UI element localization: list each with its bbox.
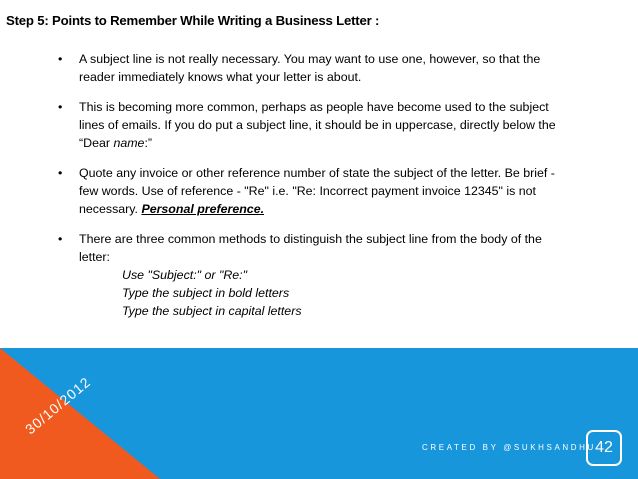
bullet-item-2 xyxy=(58,98,570,152)
bullet-glyph: • xyxy=(58,232,63,246)
bullet-text: There are three common methods to distinguish the subject line from the body of the letter: xyxy=(79,232,542,264)
method-item: Type the subject in capital letters xyxy=(122,304,302,318)
personal-preference-emphasis: Personal preference. xyxy=(141,202,265,216)
orange-corner-shape xyxy=(0,348,160,479)
author-credit: CREATED BY @SUKHSANDHU xyxy=(422,443,596,452)
bullet-text-italic: name xyxy=(113,136,145,150)
bullet-glyph: • xyxy=(58,166,63,180)
orange-triangle xyxy=(0,348,160,479)
bullet-list xyxy=(58,50,570,332)
bullet-text: This is becoming more common, perhaps as people have become used to the subject lines of emails. If you do put a subject line, it should be in uppercase, directly below the “Dear xyxy=(79,100,556,150)
slide-title: Step 5: Points to Remember While Writing a Business Letter : xyxy=(6,13,380,28)
bullet-glyph: • xyxy=(58,100,63,114)
bullet-glyph: • xyxy=(58,52,63,66)
bullet-text: A subject line is not really necessary. You may want to use one, however, so that the reader immediately knows what your letter is about. xyxy=(79,52,541,84)
page-number: 42 xyxy=(586,430,622,466)
bullet-item-1 xyxy=(58,50,570,86)
bullet-text: Quote any invoice or other reference number of state the subject of the letter. Be brief - few words. Use of reference - "Re" i.e. "Re: Incorrect payment invoice 12345" is not necessary. xyxy=(79,166,555,216)
bullet-text-end: :” xyxy=(144,136,153,150)
bullet-item-4 xyxy=(58,230,570,320)
bullet-item-3 xyxy=(58,164,570,218)
method-item: Use "Subject:" or "Re:" xyxy=(122,268,248,282)
methods-list xyxy=(79,266,570,320)
method-item: Type the subject in bold letters xyxy=(122,286,290,300)
slide-date: 30/10/2012 xyxy=(22,373,94,438)
